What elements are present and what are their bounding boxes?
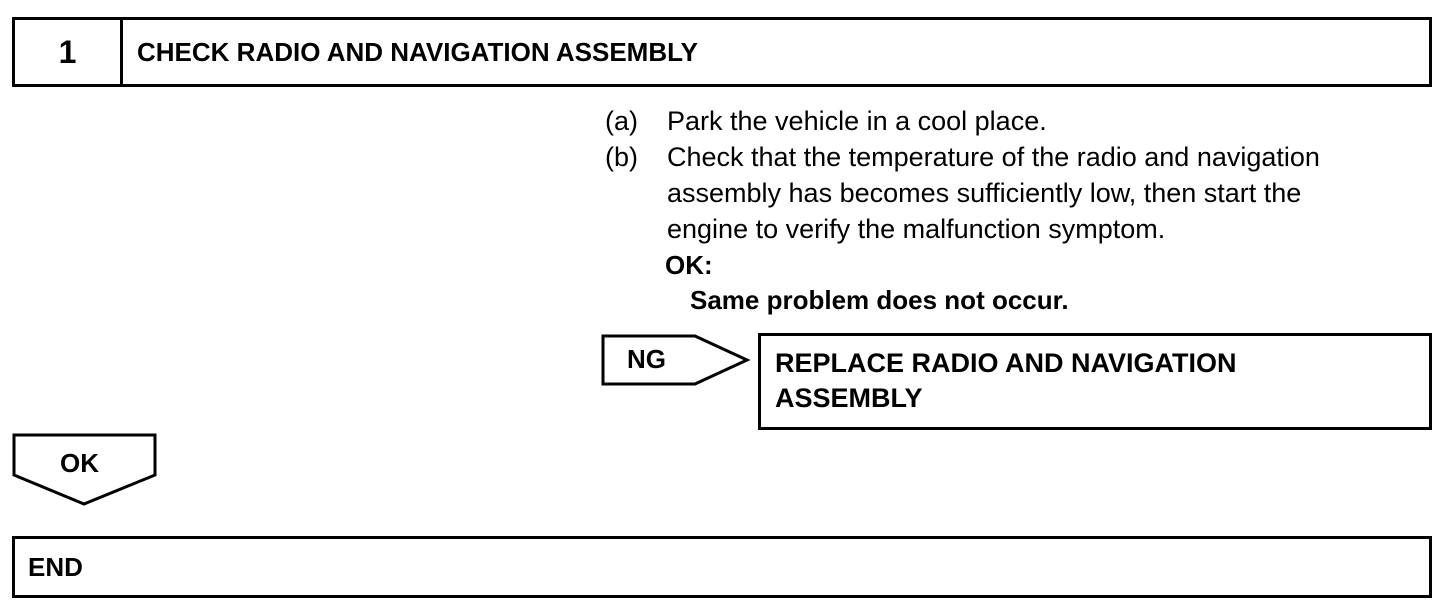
instruction-text: Park the vehicle in a cool place. <box>667 106 1047 136</box>
ok-result-text: Same problem does not occur. <box>690 285 1069 315</box>
instruction-label: (b) <box>605 142 638 172</box>
replace-action-box <box>758 333 1432 430</box>
instruction-text: assembly has becomes sufficiently low, then start the <box>667 178 1302 208</box>
end-label: END <box>28 551 83 582</box>
step-header <box>12 17 1432 87</box>
ok-result-label: OK: <box>665 250 713 280</box>
replace-action-text <box>775 346 1237 416</box>
instruction-label: (a) <box>605 106 638 136</box>
instruction-text: engine to verify the malfunction symptom. <box>667 214 1166 244</box>
replace-action-line: ASSEMBLY <box>775 383 923 413</box>
ng-label: NG <box>627 344 666 374</box>
end-box <box>12 536 1432 598</box>
ok-label: OK <box>60 448 99 478</box>
replace-action-line: REPLACE RADIO AND NAVIGATION <box>775 348 1237 378</box>
ng-arrow-icon <box>601 334 751 388</box>
step-title: CHECK RADIO AND NAVIGATION ASSEMBLY <box>137 36 698 67</box>
instruction-text: Check that the temperature of the radio and navigation <box>667 142 1320 172</box>
step-number: 1 <box>15 20 123 84</box>
